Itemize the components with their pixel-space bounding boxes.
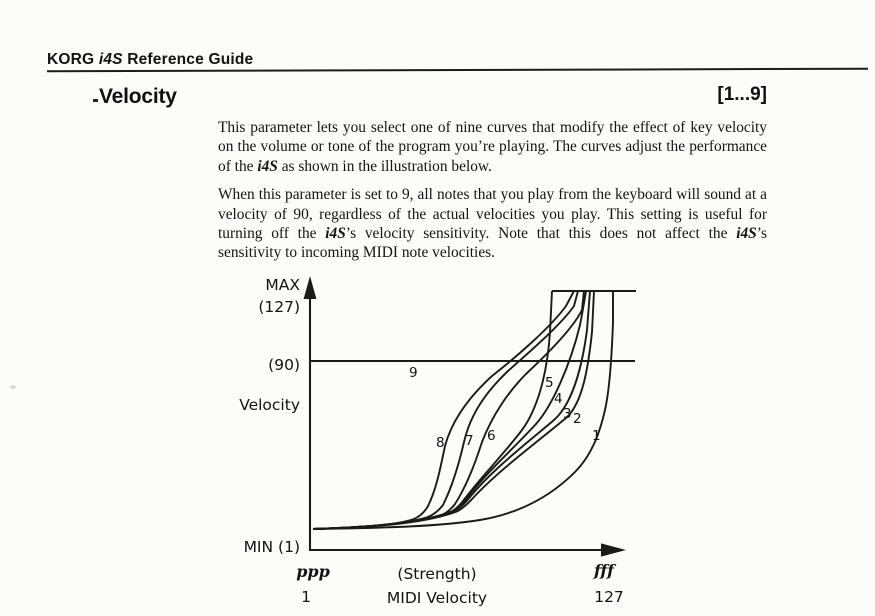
body-copy: [218, 118, 767, 272]
x-ppp-label: ppp: [296, 562, 330, 581]
p1-text-end: as shown in the illustration below.: [277, 157, 492, 175]
header-brand: KORG: [47, 51, 99, 68]
paragraph-1: [218, 118, 767, 176]
header-title: Reference Guide: [122, 51, 254, 68]
x-axis-arrowhead: [601, 543, 626, 556]
curve-label-7: 7: [465, 433, 474, 449]
curve-label-1: 1: [592, 428, 601, 444]
x-fff-label: fff: [593, 561, 615, 580]
velocity-curve-4: [313, 291, 586, 529]
y-max-value: (127): [258, 298, 300, 316]
x-max-value: 127: [594, 588, 624, 606]
curve-label-8: 8: [436, 435, 445, 451]
y-mid-value: (90): [268, 356, 300, 374]
curve-label-6: 6: [487, 428, 496, 444]
p2-text-end: ’s sensitivity to incoming MIDI note velocities.: [218, 225, 767, 262]
velocity-curve-7: [313, 291, 578, 529]
page-header: [47, 51, 253, 69]
p2-model-ref-2: i4S: [736, 225, 757, 243]
velocity-curve-8: [313, 291, 574, 529]
header-model: i4S: [98, 51, 123, 68]
curve-label-9: 9: [409, 365, 418, 381]
p1-text: This parameter lets you select one of nine curves that modify the effect of key velocity on the volume or tone of the program you’re playing. The curves adjust the performance of the: [218, 119, 767, 175]
curve-label-2: 2: [573, 411, 582, 427]
p2-text-mid: ’s velocity sensitivity. Note that this does not affect the: [345, 225, 737, 243]
y-axis-title: Velocity: [239, 396, 300, 414]
x-axis-title: MIDI Velocity: [386, 589, 488, 607]
p2-model-ref-1: i4S: [325, 225, 346, 243]
p2-text: When this parameter is set to 9, all notes that you play from the keyboard will sound at a velocity of 90, regardless of the actual velocities you play. This setting is useful for turning off the: [218, 186, 767, 243]
scan-speck: [10, 385, 16, 389]
section-title: Velocity: [99, 85, 177, 108]
x-min-value: 1: [301, 588, 311, 606]
y-axis-arrowhead: [304, 276, 317, 299]
curve-label-3: 3: [563, 406, 572, 422]
param-range-badge: [1...9]: [717, 84, 767, 105]
p1-model-ref: i4S: [257, 157, 278, 175]
curve-label-5: 5: [545, 375, 554, 391]
y-min-label: MIN (1): [243, 538, 300, 556]
y-max-label: MAX: [265, 276, 300, 294]
velocity-curve-2: [313, 291, 594, 529]
x-strength-label: (Strength): [397, 565, 477, 583]
curve-label-4: 4: [554, 391, 563, 407]
heading-dash-artifact: [93, 99, 98, 102]
paragraph-2: [218, 185, 767, 263]
